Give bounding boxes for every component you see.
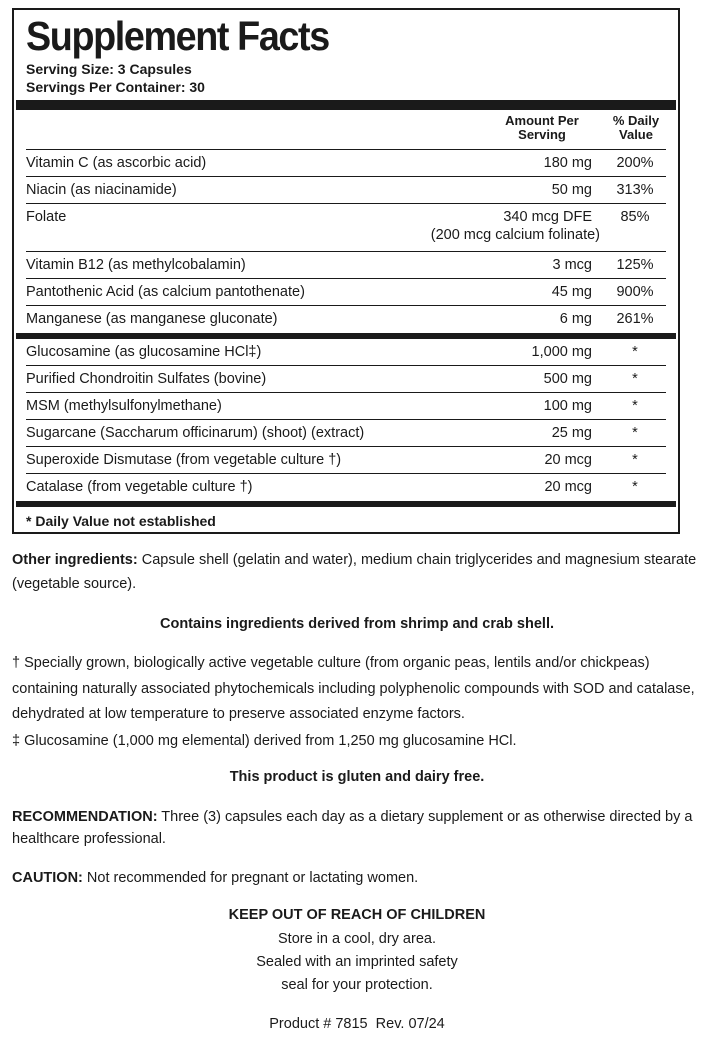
ingredient-row [26, 474, 666, 501]
ingredient-dv: * [632, 425, 638, 441]
nutrient-amount: 45 mg [551, 284, 592, 300]
ingredient-dv: * [632, 452, 638, 468]
ingredient-dv: * [632, 371, 638, 387]
caution-label: CAUTION: [12, 870, 83, 886]
other-ingredients [12, 548, 702, 596]
caution-text: Not recommended for pregnant or lactating women. [82, 870, 419, 886]
product-number: Product # 7815 Rev. 07/24 [269, 1016, 445, 1032]
ingredient-name: Sugarcane (Saccharum officinarum) (shoot) (extract) [26, 425, 365, 441]
other-ingredients-label: Other ingredients: [12, 552, 138, 568]
nutrient-amount: 3 mcg [552, 257, 592, 273]
nutrient-dv: 85% [620, 209, 650, 225]
daily-value-footnote: * Daily Value not established [26, 513, 216, 529]
nutrient-row [26, 279, 666, 306]
ingredient-dv: * [632, 479, 638, 495]
nutrient-dv: 261% [616, 311, 654, 327]
storage-line-1: Store in a cool, dry area. [278, 931, 436, 947]
column-headers [26, 110, 666, 150]
ingredient-row [26, 366, 666, 393]
ingredient-row [26, 339, 666, 366]
servings-per-container: Servings Per Container: 30 [26, 79, 205, 95]
ingredient-amount: 25 mg [551, 425, 592, 441]
recommendation-text: Three (3) capsules each day as a dietary supplement or as otherwise directed by a healthcare professional. [12, 809, 693, 847]
recommendation-label: RECOMMENDATION: [12, 809, 158, 825]
nutrient-name: Manganese (as manganese gluconate) [26, 311, 278, 327]
nutrient-list [26, 150, 666, 333]
nutrient-name: Pantothenic Acid (as calcium pantothenate) [26, 284, 305, 300]
ingredient-amount: 20 mcg [544, 479, 592, 495]
caution [12, 866, 702, 890]
nutrient-amount: 50 mg [551, 182, 592, 198]
nutrient-row [26, 150, 666, 177]
nutrient-row [26, 204, 666, 252]
ingredient-row [26, 420, 666, 447]
ingredient-dv: * [632, 398, 638, 414]
divider-thick [16, 100, 676, 110]
allergen-statement: Contains ingredients derived from shrimp and crab shell. [160, 616, 554, 632]
nutrient-row [26, 252, 666, 279]
ingredient-amount: 1,000 mg [531, 344, 592, 360]
ingredient-name: Superoxide Dismutase (from vegetable culture †) [26, 452, 342, 468]
nutrient-row [26, 177, 666, 204]
storage-line-2: Sealed with an imprinted safety [256, 954, 458, 970]
nutrient-amount-note: (200 mcg calcium folinate) [430, 227, 600, 243]
ingredient-name: Catalase (from vegetable culture †) [26, 479, 253, 495]
nutrient-amount-block [364, 204, 604, 244]
ingredient-amount: 500 mg [543, 371, 592, 387]
ingredient-amount: 20 mcg [544, 452, 592, 468]
storage-line-3: seal for your protection. [281, 977, 433, 993]
supplement-facts-panel [12, 8, 680, 534]
nutrient-name: Vitamin C (as ascorbic acid) [26, 155, 207, 171]
dagger-footnote: † Specially grown, biologically active vegetable culture (from organic peas, lentils and/or chickpeas) containing naturally associated phytochemicals including polyphenolic compounds with SOD and catalase, dehydrated at low temperature to preserve associated enzyme factors. [12, 655, 695, 722]
double-dagger-footnote: ‡ Glucosamine (1,000 mg elemental) derived from 1,250 mg glucosamine HCl. [12, 733, 517, 749]
ingredient-dv: * [632, 344, 638, 360]
amount-per-serving-header: Amount Per Serving [505, 113, 579, 142]
nutrient-amount: 180 mg [543, 155, 592, 171]
nutrient-amount: 340 mcg DFE [503, 209, 592, 225]
nutrient-dv: 900% [616, 284, 654, 300]
nutrient-dv: 313% [616, 182, 654, 198]
ingredient-row [26, 447, 666, 474]
ingredient-name: Glucosamine (as glucosamine HCl‡) [26, 344, 262, 360]
serving-size: Serving Size: 3 Capsules [26, 61, 192, 77]
panel-title: Supplement Facts [26, 13, 329, 59]
nutrient-name: Folate [26, 209, 67, 225]
ingredient-name: MSM (methylsulfonylmethane) [26, 398, 222, 414]
other-ingredients-text: Capsule shell (gelatin and water), medium chain triglycerides and magnesium stearate (vegetable source). [12, 552, 697, 592]
keep-out-warning: KEEP OUT OF REACH OF CHILDREN [228, 907, 486, 923]
nutrient-dv: 125% [616, 257, 654, 273]
nutrient-dv: 200% [616, 155, 654, 171]
ingredient-row [26, 393, 666, 420]
nutrient-row [26, 306, 666, 333]
other-ingredient-list [26, 339, 666, 501]
daily-value-header: % Daily Value [612, 113, 660, 142]
gluten-free-statement: This product is gluten and dairy free. [229, 769, 485, 785]
recommendation [12, 806, 712, 850]
ingredient-amount: 100 mg [543, 398, 592, 414]
ingredient-name: Purified Chondroitin Sulfates (bovine) [26, 371, 267, 387]
nutrient-name: Vitamin B12 (as methylcobalamin) [26, 257, 246, 273]
nutrient-name: Niacin (as niacinamide) [26, 182, 177, 198]
nutrient-amount: 6 mg [559, 311, 592, 327]
